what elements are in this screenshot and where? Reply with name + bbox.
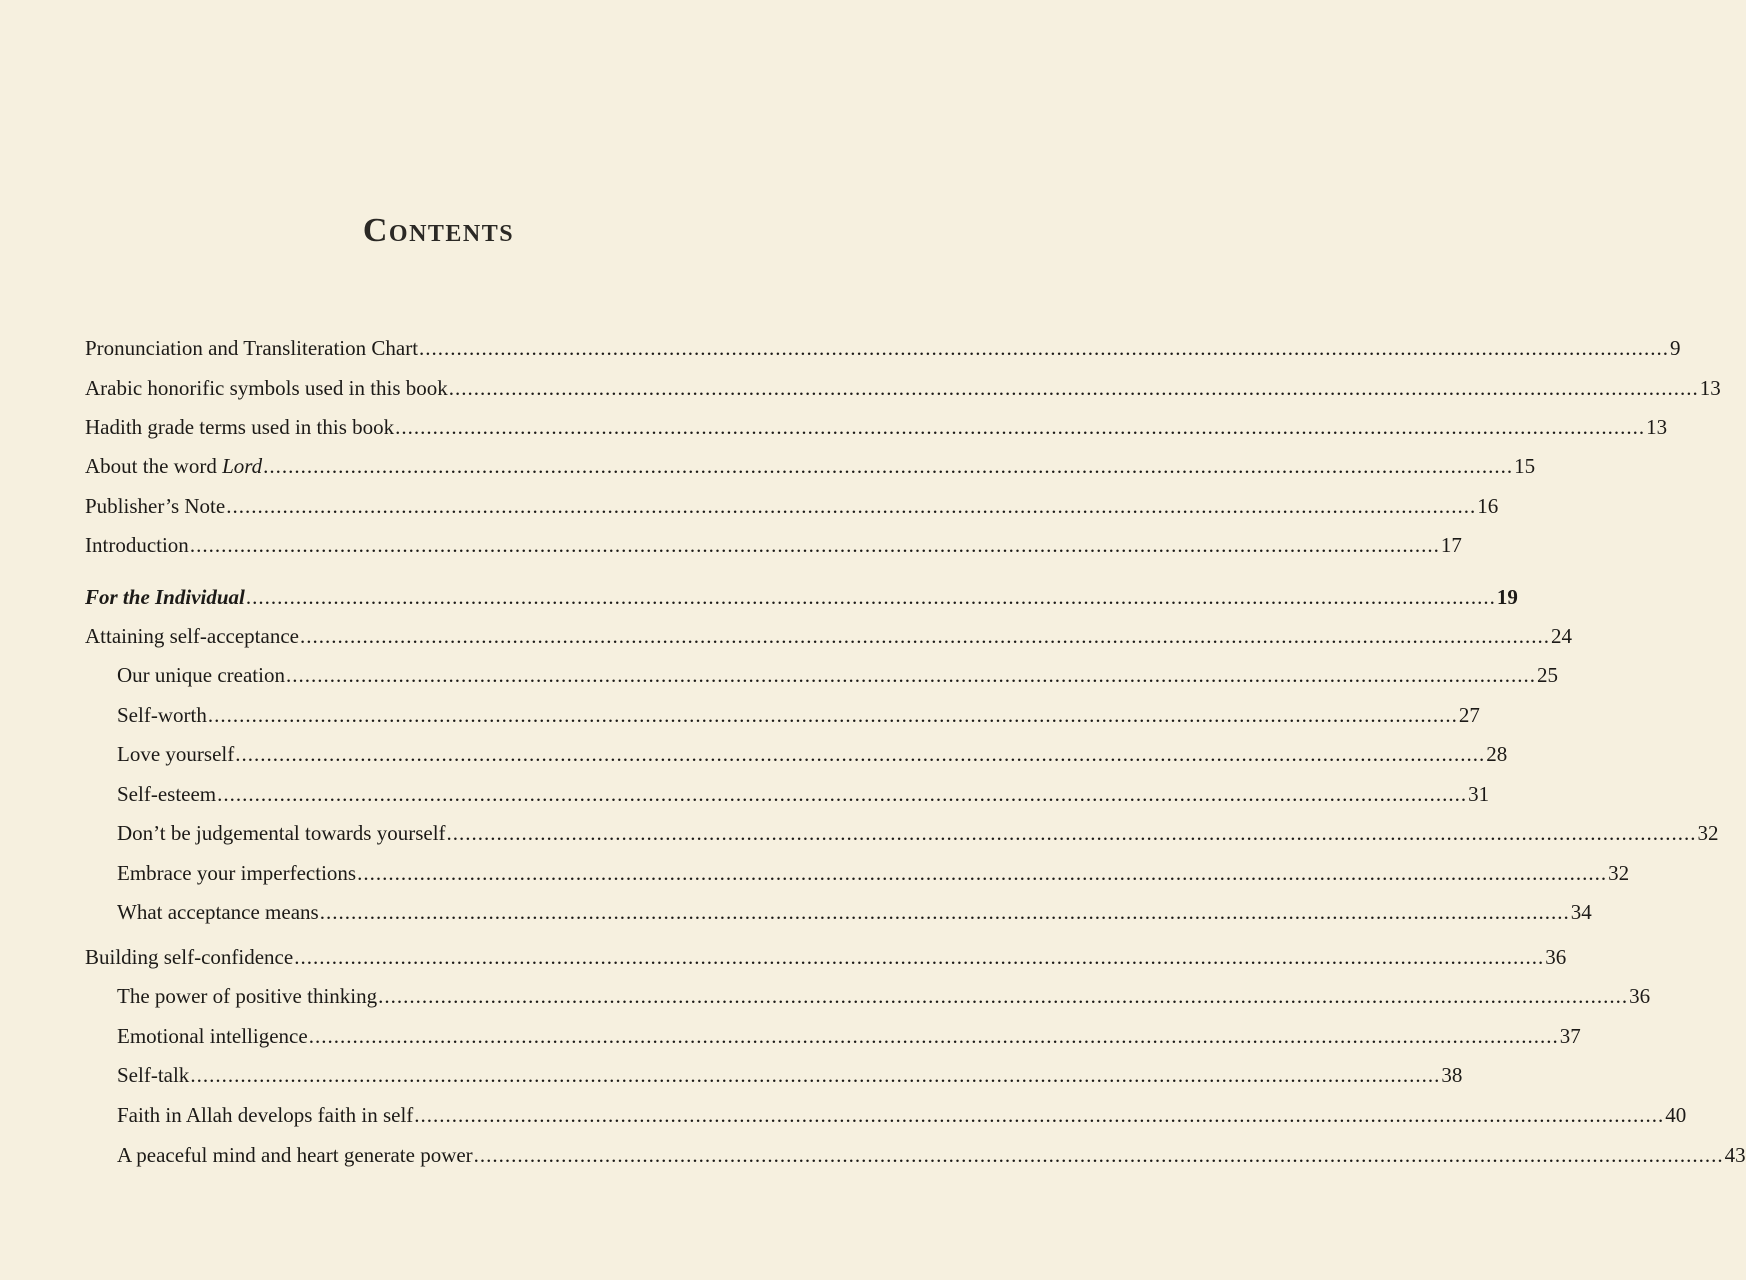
dot-leader: ........................................................................................................................................................................................................: [473, 1143, 1724, 1167]
dot-leader: ........................................................................................................................................................................................................: [294, 945, 1545, 969]
toc-entry-title: Don’t be judgemental towards yourself: [117, 821, 446, 845]
dot-leader: ........................................................................................................................................................................................................: [190, 1063, 1441, 1087]
toc-entry-title: For the Individual: [85, 585, 245, 609]
toc-subentry: [117, 980, 1651, 1012]
toc-entry-title: A peaceful mind and heart generate power: [117, 1143, 473, 1167]
toc-entry-title: Embrace your imperfections: [117, 861, 357, 885]
toc-entry: [85, 490, 1499, 522]
dot-leader: ........................................................................................................................................................................................................: [207, 703, 1458, 727]
dot-leader: ........................................................................................................................................................................................................: [414, 1103, 1665, 1127]
dot-leader: ........................................................................................................................................................................................................: [285, 663, 1536, 687]
dot-leader: ........................................................................................................................................................................................................: [446, 821, 1697, 845]
toc-page-number: 32: [1697, 821, 1719, 845]
toc-entry-title: The power of positive thinking: [117, 984, 378, 1008]
toc-page-number: 31: [1468, 782, 1490, 806]
toc-page-number: 38: [1441, 1063, 1463, 1087]
toc-entry-title: Arabic honorific symbols used in this book: [85, 376, 448, 400]
toc-entry-title: Pronunciation and Transliteration Chart: [85, 336, 419, 360]
toc-page-number: 28: [1486, 742, 1508, 766]
toc-subentry: [117, 817, 1719, 849]
dot-leader: ........................................................................................................................................................................................................: [357, 861, 1608, 885]
toc-page-number: 17: [1440, 533, 1462, 557]
dot-leader: ........................................................................................................................................................................................................: [189, 533, 1440, 557]
toc-entry-title: Faith in Allah develops faith in self: [117, 1103, 414, 1127]
toc-page-number: 43: [1724, 1143, 1746, 1167]
toc-page-number: 9: [1670, 336, 1681, 360]
toc-entry: [85, 411, 1668, 443]
dot-leader: ........................................................................................................................................................................................................: [395, 415, 1646, 439]
toc-entry-title: Our unique creation: [117, 663, 285, 687]
toc-entry: [85, 332, 1681, 364]
toc-entry-title: Building self-confidence: [85, 945, 294, 969]
toc-entry-title: Emotional intelligence: [117, 1024, 308, 1048]
dot-leader: ........................................................................................................................................................................................................: [319, 900, 1570, 924]
dot-leader: ........................................................................................................................................................................................................: [308, 1024, 1559, 1048]
toc-page-number: 34: [1570, 900, 1592, 924]
toc-entry-title-text: About the word: [85, 454, 223, 478]
toc-page-number: 16: [1477, 494, 1499, 518]
toc-entry-title: What acceptance means: [117, 900, 319, 924]
page-title: Contents: [362, 212, 515, 249]
toc-subentry: [117, 1020, 1581, 1052]
toc-page-number: 25: [1536, 663, 1558, 687]
toc-entry-title: Introduction: [85, 533, 189, 557]
toc-entry-title: Publisher’s Note: [85, 494, 226, 518]
toc-entry-title: Hadith grade terms used in this book: [85, 415, 395, 439]
toc-entry-title: [85, 450, 262, 482]
toc-subentry: [117, 896, 1592, 928]
toc-entry: [85, 450, 1536, 482]
toc-entry: [85, 372, 1721, 404]
toc-subentry: [117, 699, 1480, 731]
toc-subentry: [117, 1139, 1746, 1171]
toc-subentry: [117, 738, 1508, 770]
toc-subentry: [117, 1059, 1463, 1091]
toc-page-number: 27: [1458, 703, 1480, 727]
toc-page-number: 13: [1699, 376, 1721, 400]
toc-entry: [85, 620, 1572, 652]
toc-entry-title: Self-worth: [117, 703, 207, 727]
toc-subentry: [117, 659, 1558, 691]
toc-page-number: 36: [1545, 945, 1567, 969]
toc-entry: [85, 529, 1462, 561]
toc-subentry: [117, 778, 1490, 810]
dot-leader: ........................................................................................................................................................................................................: [245, 585, 1496, 609]
dot-leader: ........................................................................................................................................................................................................: [226, 494, 1477, 518]
toc-entry-title: Love yourself: [117, 742, 235, 766]
toc-page-number: 15: [1514, 454, 1536, 478]
dot-leader: ........................................................................................................................................................................................................: [217, 782, 1468, 806]
dot-leader: ........................................................................................................................................................................................................: [448, 376, 1699, 400]
toc-part-entry: [85, 581, 1518, 613]
toc-page-number: 36: [1629, 984, 1651, 1008]
dot-leader: ........................................................................................................................................................................................................: [378, 984, 1629, 1008]
toc-subentry: [117, 857, 1630, 889]
toc-entry-title: Self-talk: [117, 1063, 190, 1087]
toc-page-number: 40: [1665, 1103, 1687, 1127]
dot-leader: ........................................................................................................................................................................................................: [299, 624, 1550, 648]
dot-leader: ........................................................................................................................................................................................................: [235, 742, 1486, 766]
toc-entry-title: Attaining self-acceptance: [85, 624, 299, 648]
dot-leader: ........................................................................................................................................................................................................: [419, 336, 1670, 360]
toc-page-number: 32: [1608, 861, 1630, 885]
toc-page-number: 24: [1550, 624, 1572, 648]
dot-leader: ........................................................................................................................................................................................................: [263, 454, 1514, 478]
toc-page-number: 19: [1496, 585, 1518, 609]
toc-page-number: 37: [1559, 1024, 1581, 1048]
toc-entry-title: Self-esteem: [117, 782, 217, 806]
toc-entry-title-emphasis: Lord: [222, 454, 263, 478]
toc-page-number: 13: [1646, 415, 1668, 439]
toc-entry: [85, 941, 1567, 973]
toc-subentry: [117, 1099, 1687, 1131]
